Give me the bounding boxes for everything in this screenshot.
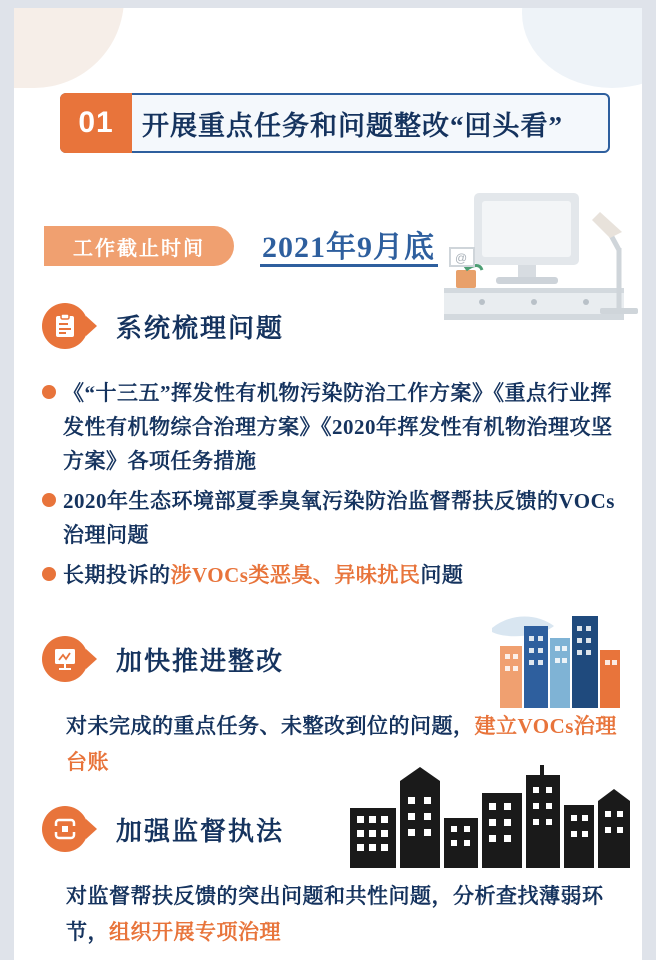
- bullet-3-prefix: 长期投诉的: [63, 563, 171, 587]
- bullet-list: [42, 376, 622, 598]
- bullet-text-1: 《“十三五”挥发性有机物污染防治工作方案》《重点行业挥发性有机物综合治理方案》《2020年挥发性有机物治理攻坚方案》各项任务措施: [63, 381, 613, 473]
- deadline-label: 工作截止时间: [44, 226, 234, 266]
- desktop-computer-illustration: [414, 188, 642, 338]
- supervision-icon: [42, 806, 88, 852]
- bullet-text-3: [63, 558, 463, 592]
- corner-decoration-top-left: [14, 8, 124, 88]
- section-3-paragraph-highlight: 组织开展专项治理: [109, 920, 281, 944]
- clipboard-icon: [42, 303, 88, 349]
- section-heading-2: [42, 636, 284, 682]
- section-title-1: 系统梳理问题: [116, 313, 285, 343]
- bullet-text-2: 2020年生态环境部夏季臭氧污染防治监督帮扶反馈的VOCs治理问题: [63, 489, 615, 547]
- infographic-page: [14, 8, 642, 960]
- list-item: [42, 558, 622, 592]
- section-title-2: 加快推进整改: [116, 646, 285, 676]
- bullet-dot-icon: [42, 385, 56, 399]
- deadline-value: 2021年9月底: [262, 231, 435, 264]
- corner-decoration-top-right: [522, 8, 642, 88]
- bullet-3-suffix: 问题: [420, 563, 464, 587]
- section-2-paragraph-highlight: 建立VOCs治理台账: [66, 714, 617, 774]
- bullet-dot-icon: [42, 567, 56, 581]
- bullet-dot-icon: [42, 493, 56, 507]
- deadline-underline: [260, 264, 438, 267]
- city-skyline-illustration-2: [344, 763, 634, 868]
- bullet-3-highlight: 涉VOCs类恶臭、异味扰民: [170, 563, 421, 587]
- section-2-paragraph-lead: 对未完成的重点任务、未整改到位的问题，: [66, 714, 475, 738]
- city-skyline-illustration-1: [492, 588, 632, 708]
- section-title-3: 加强监督执法: [116, 816, 285, 846]
- svg-text:@: @: [455, 251, 468, 265]
- section-heading-1: [42, 303, 284, 349]
- list-item: [42, 484, 622, 552]
- list-item: [42, 376, 622, 478]
- section-heading-3: [42, 806, 284, 852]
- presentation-icon: [42, 636, 88, 682]
- section-3-paragraph: [66, 878, 626, 950]
- section-3-paragraph-lead: 对监督帮扶反馈的突出问题和共性问题，分析查找薄弱环节，: [66, 884, 604, 944]
- page-title: 开展重点任务和问题整改“回头看”: [142, 110, 563, 141]
- section-number-badge: 01: [60, 93, 132, 153]
